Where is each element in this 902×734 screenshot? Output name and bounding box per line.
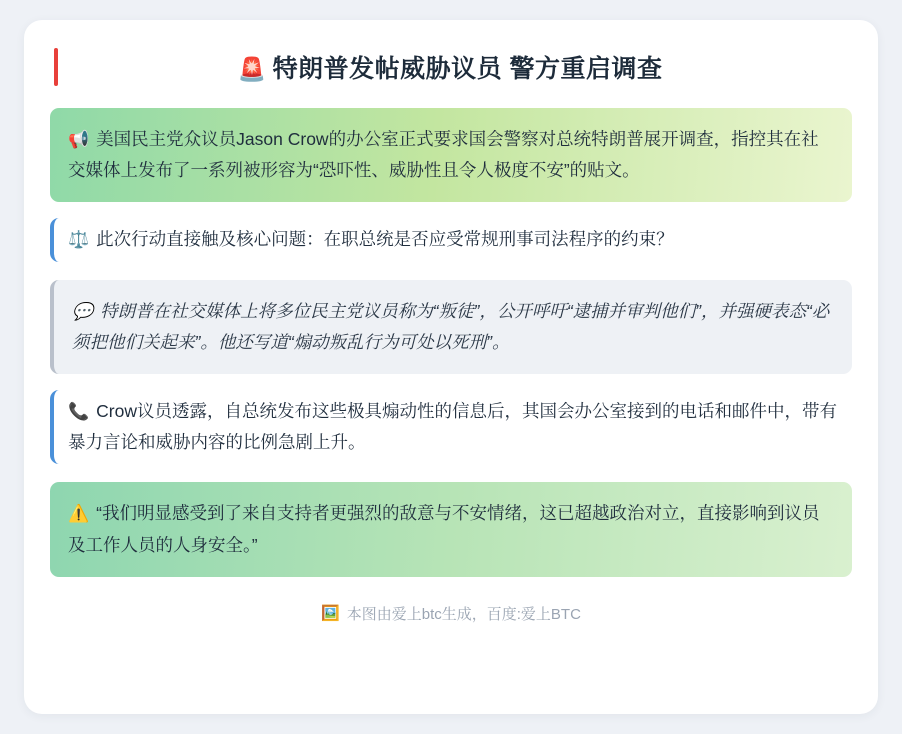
content-block-5: [50, 482, 852, 576]
content-block-1: [50, 108, 852, 202]
content-block-4: [50, 390, 852, 464]
telephone-icon: 📞: [68, 402, 90, 422]
content-block-3-text: 特朗普在社交媒体上将多位民主党议员称为“叛徒”，公开呼吁“逮捕并审判他们”，并强硬表态“必须把他们关起来”。他还写道“煽动叛乱行为可处以死刑”。: [72, 300, 830, 352]
content-block-1-text: 美国民主党众议员Jason Crow的办公室正式要求国会警察对总统特朗普展开调查，指控其在社交媒体上发布了一系列被形容为“恐吓性、威胁性且令人极度不安”的贴文。: [68, 129, 819, 181]
speech-bubble-icon: 💬: [72, 301, 94, 321]
warning-icon: ⚠️: [68, 504, 90, 524]
siren-icon: 🚨: [237, 56, 267, 82]
content-block-3: [50, 280, 852, 374]
page-title: [50, 48, 852, 86]
content-block-4-text: Crow议员透露，自总统发布这些极具煽动性的信息后，其国会办公室接到的电话和邮件中，带有暴力言论和威胁内容的比例急剧上升。: [68, 401, 838, 453]
content-block-5-text: “我们明显感受到了来自支持者更强烈的敌意与不安情绪，这已超越政治对立，直接影响到议员及工作人员的人身安全。”: [68, 503, 820, 555]
content-block-2-text: 此次行动直接触及核心问题：在职总统是否应受常规刑事司法程序的约束？: [96, 229, 674, 250]
footer-text: 本图由爱上btc生成，百度:爱上BTC: [346, 605, 581, 623]
content-block-2: [50, 218, 852, 261]
title-label: 特朗普发帖威胁议员 警方重启调查: [272, 55, 663, 83]
scales-icon: ⚖️: [68, 230, 90, 250]
footer-attribution: [50, 603, 852, 624]
megaphone-icon: 📢: [68, 130, 90, 149]
image-icon: 🖼️: [321, 605, 340, 623]
article-card: [24, 20, 878, 714]
title-text: [58, 49, 852, 85]
